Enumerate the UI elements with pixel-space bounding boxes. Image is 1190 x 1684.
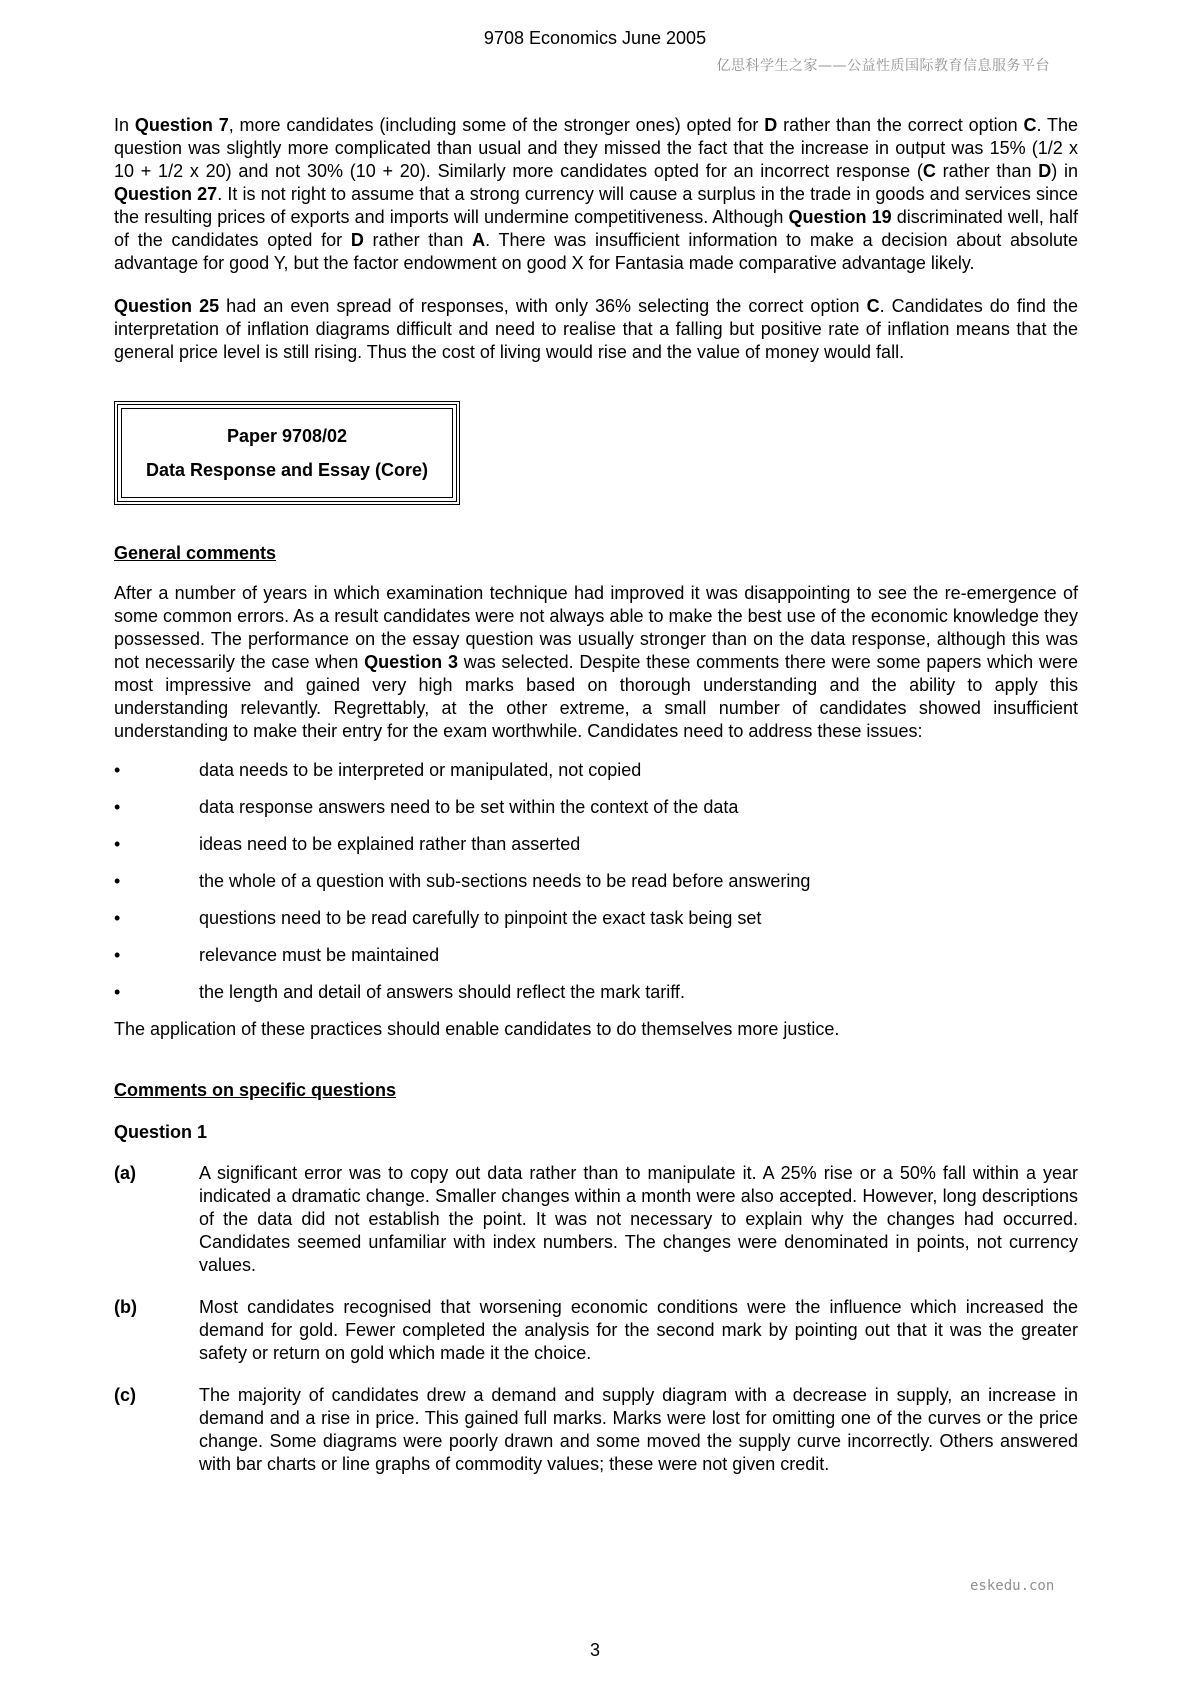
general-comments-heading: General comments (114, 543, 277, 563)
document-body (114, 114, 1078, 1495)
paper-subtitle: Data Response and Essay (Core) (145, 460, 429, 480)
question-part-b (114, 1296, 1078, 1365)
intro-paragraph-1: In Question 7, more candidates (including some of the stronger ones) opted for D rather than the correct option C. The question was slightly more complicated than usual and they missed the fact that the increase in output was 15% (1/2 x 10 + 1/2 x 20) and not 30% (10 + 20). Similarly more candidates opted for an incorrect response (C rather than D) in Question 27. It is not right to assume that a strong currency will cause a surplus in the trade in goods and services since the resulting prices of exports and imports will undermine competitiveness. Although Question 19 discriminated well, half of the candidates opted for D rather than A. There was insufficient information to make a decision about absolute advantage for good Y, but the factor endowment on good X for Fantasia made comparative advantage likely. (114, 115, 1079, 273)
specific-comments-heading: Comments on specific questions (114, 1080, 397, 1100)
part-label: (b) (114, 1297, 137, 1317)
footer-watermark: eskedu.con (970, 1578, 1055, 1594)
list-item: • data needs to be interpreted or manipulated, not copied (114, 760, 642, 780)
issues-list (114, 759, 1078, 1004)
part-label: (a) (114, 1163, 136, 1183)
list-item: • the whole of a question with sub-sections needs to be read before answering (114, 871, 811, 891)
list-item: • ideas need to be explained rather than asserted (114, 834, 581, 854)
part-text: A significant error was to copy out data rather than to manipulate it. A 25% rise or a 50% fall within a year indicated a dramatic change. Smaller changes within a month were also accepted. However, long descriptions of the data did not establish the point. It was not necessary to explain why the changes had occurred. Candidates seemed unfamiliar with index numbers. The changes were denominated in points, not currency values. (199, 1163, 1078, 1275)
list-item: • the length and detail of answers should reflect the mark tariff. (114, 982, 685, 1002)
general-comments-closing: The application of these practices should enable candidates to do themselves more justice. (114, 1019, 840, 1039)
part-text: The majority of candidates drew a demand and supply diagram with a decrease in supply, an increase in demand and a rise in price. This gained full marks. Marks were lost for omitting one of the curves or the price change. Some diagrams were poorly drawn and some moved the supply curve incorrectly. Others answered with bar charts or line graphs of commodity values; these were not given credit. (199, 1385, 1078, 1474)
list-item: • relevance must be maintained (114, 945, 440, 965)
header-watermark: 亿思科学生之家——公益性质国际教育信息服务平台 (716, 58, 1050, 74)
intro-paragraph-2: Question 25 had an even spread of responses, with only 36% selecting the correct option C. Candidates do find the interpretation of inflation diagrams difficult and need to realise that a falling but positive rate of inflation means that the general price level is still rising. Thus the cost of living would rise and the value of money would fall. (114, 296, 1079, 362)
paper-code: Paper 9708/02 (226, 426, 348, 446)
paper-title-box (114, 401, 460, 505)
list-item: • data response answers need to be set within the context of the data (114, 797, 739, 817)
general-comments-body: After a number of years in which examination technique had improved it was disappointing to see the re-emergence of some common errors. As a result candidates were not always able to make the best use of the economic knowledge they possessed. The performance on the essay question was usually stronger than on the data response, although this was not necessarily the case when Question 3 was selected. Despite these comments there were some papers which were most impressive and gained very high marks based on thorough understanding and the ability to apply this understanding relevantly. Regrettably, at the other extreme, a small number of candidates showed insufficient understanding to make their entry for the exam worthwhile. Candidates need to address these issues: (114, 583, 1079, 741)
question-heading: Question 1 (114, 1122, 208, 1142)
page-header-title: 9708 Economics June 2005 (483, 28, 707, 48)
question-part-a (114, 1162, 1078, 1277)
question-part-c (114, 1384, 1078, 1476)
part-text: Most candidates recognised that worsening economic conditions were the influence which increased the demand for gold. Fewer completed the analysis for the second mark by pointing out that it was the greater safety or return on gold which made it the choice. (199, 1297, 1078, 1363)
page-number: 3 (589, 1640, 600, 1660)
list-item: • questions need to be read carefully to pinpoint the exact task being set (114, 908, 762, 928)
part-label: (c) (114, 1385, 136, 1405)
